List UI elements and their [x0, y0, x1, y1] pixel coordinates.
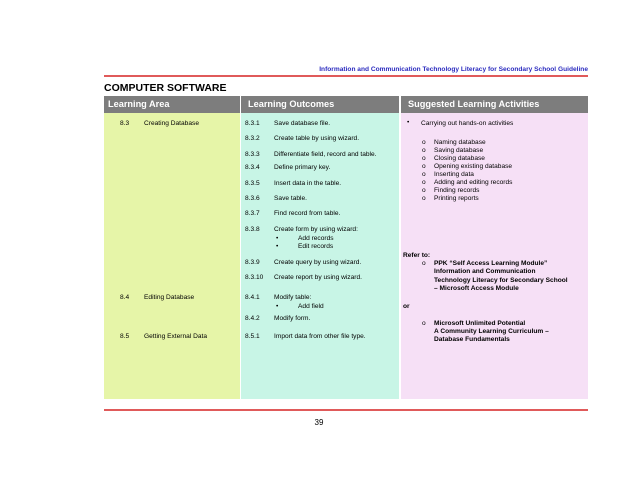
- activity-item: Adding and editing records: [434, 179, 513, 186]
- guideline-title: Information and Communication Technology Literacy for Secondary School Guideline: [319, 66, 588, 73]
- outcome-number: 8.4.2: [245, 315, 260, 322]
- outcome-number: 8.3.5: [245, 180, 260, 187]
- area-label: Editing Database: [144, 294, 195, 301]
- activity-item: Finding records: [434, 187, 480, 194]
- reference-line: Microsoft Unlimited Potential: [434, 320, 526, 327]
- reference-line: Information and Communication: [434, 268, 536, 275]
- outcome-number: 8.4.1: [245, 294, 260, 301]
- outcome-number: 8.3.3: [245, 151, 260, 158]
- outcome-text: Modify table:: [274, 294, 312, 301]
- outcome-text: Save database file.: [274, 120, 331, 127]
- circle-bullet-icon: o: [422, 147, 426, 154]
- outcome-number: 8.3.6: [245, 195, 260, 202]
- outcome-text: Create query by using wizard.: [274, 259, 362, 266]
- circle-bullet-icon: o: [422, 320, 426, 327]
- outcome-number: 8.5.1: [245, 333, 260, 340]
- outcome-text: Save table.: [274, 195, 307, 202]
- refer-to-label: Refer to:: [403, 252, 431, 259]
- outcome-number: 8.3.8: [245, 226, 260, 233]
- or-label: or: [403, 303, 410, 310]
- circle-bullet-icon: o: [422, 179, 426, 186]
- circle-bullet-icon: o: [422, 171, 426, 178]
- circle-bullet-icon: o: [422, 163, 426, 170]
- reference-line: – Microsoft Access Module: [434, 285, 519, 292]
- outcome-number: 8.3.10: [245, 274, 264, 281]
- activity-item: Opening existing database: [434, 163, 513, 170]
- circle-bullet-icon: o: [422, 195, 426, 202]
- section-title: COMPUTER SOFTWARE: [104, 82, 227, 94]
- outcome-text: Define primary key.: [274, 164, 331, 171]
- circle-bullet-icon: o: [422, 260, 426, 267]
- reference-line: PPK “Self Access Learning Module”: [434, 260, 548, 267]
- learning-outcomes-column: [241, 113, 399, 399]
- header-learning-area: Learning Area: [104, 96, 240, 113]
- outcome-text: Differentiate field, record and table.: [274, 151, 377, 158]
- outcome-number: 8.3.1: [245, 120, 260, 127]
- area-number: 8.3: [120, 120, 130, 127]
- activity-item: Saving database: [434, 147, 484, 154]
- area-label: Getting External Data: [144, 333, 208, 340]
- outcome-number: 8.3.2: [245, 135, 260, 142]
- reference-line: Technology Literacy for Secondary School: [434, 277, 568, 284]
- outcome-subitem: Add field: [298, 303, 324, 310]
- activity-item: Naming database: [434, 139, 486, 146]
- reference-line: Database Fundamentals: [434, 336, 510, 343]
- outcome-subitem: Add records: [298, 235, 334, 242]
- outcome-text: Create report by using wizard.: [274, 274, 362, 281]
- outcome-text: Find record from table.: [274, 210, 341, 217]
- footer-rule: [104, 409, 588, 411]
- outcome-subitem: Edit records: [298, 243, 334, 250]
- activity-item: Inserting data: [434, 171, 474, 178]
- bullet-icon: •: [276, 235, 279, 242]
- header-suggested-activities: Suggested Learning Activities: [401, 96, 588, 113]
- circle-bullet-icon: o: [422, 187, 426, 194]
- activity-item: Closing database: [434, 155, 485, 162]
- reference-line: A Community Learning Curriculum –: [434, 328, 549, 335]
- outcome-text: Modify form.: [274, 315, 311, 322]
- outcome-text: Create form by using wizard:: [274, 226, 358, 233]
- outcome-number: 8.3.7: [245, 210, 260, 217]
- area-label: Creating Database: [144, 120, 199, 127]
- header-rule: [104, 75, 588, 77]
- bullet-icon: •: [276, 303, 279, 310]
- outcome-text: Insert data in the table.: [274, 180, 342, 187]
- outcome-number: 8.3.4: [245, 164, 260, 171]
- outcome-text: Import data from other file type.: [274, 333, 366, 340]
- page-number: 39: [314, 418, 324, 427]
- activity-item: Printing reports: [434, 195, 479, 202]
- outcome-text: Create table by using wizard.: [274, 135, 360, 142]
- circle-bullet-icon: o: [422, 155, 426, 162]
- header-learning-outcomes: Learning Outcomes: [241, 96, 399, 113]
- learning-area-column: [104, 113, 240, 399]
- suggested-activities-column: [401, 113, 588, 399]
- area-number: 8.4: [120, 294, 130, 301]
- bullet-icon: •: [276, 243, 279, 250]
- outcome-number: 8.3.9: [245, 259, 260, 266]
- area-number: 8.5: [120, 333, 130, 340]
- activity-main: Carrying out hands-on activities: [421, 120, 514, 127]
- circle-bullet-icon: o: [422, 139, 426, 146]
- bullet-icon: •: [407, 119, 410, 126]
